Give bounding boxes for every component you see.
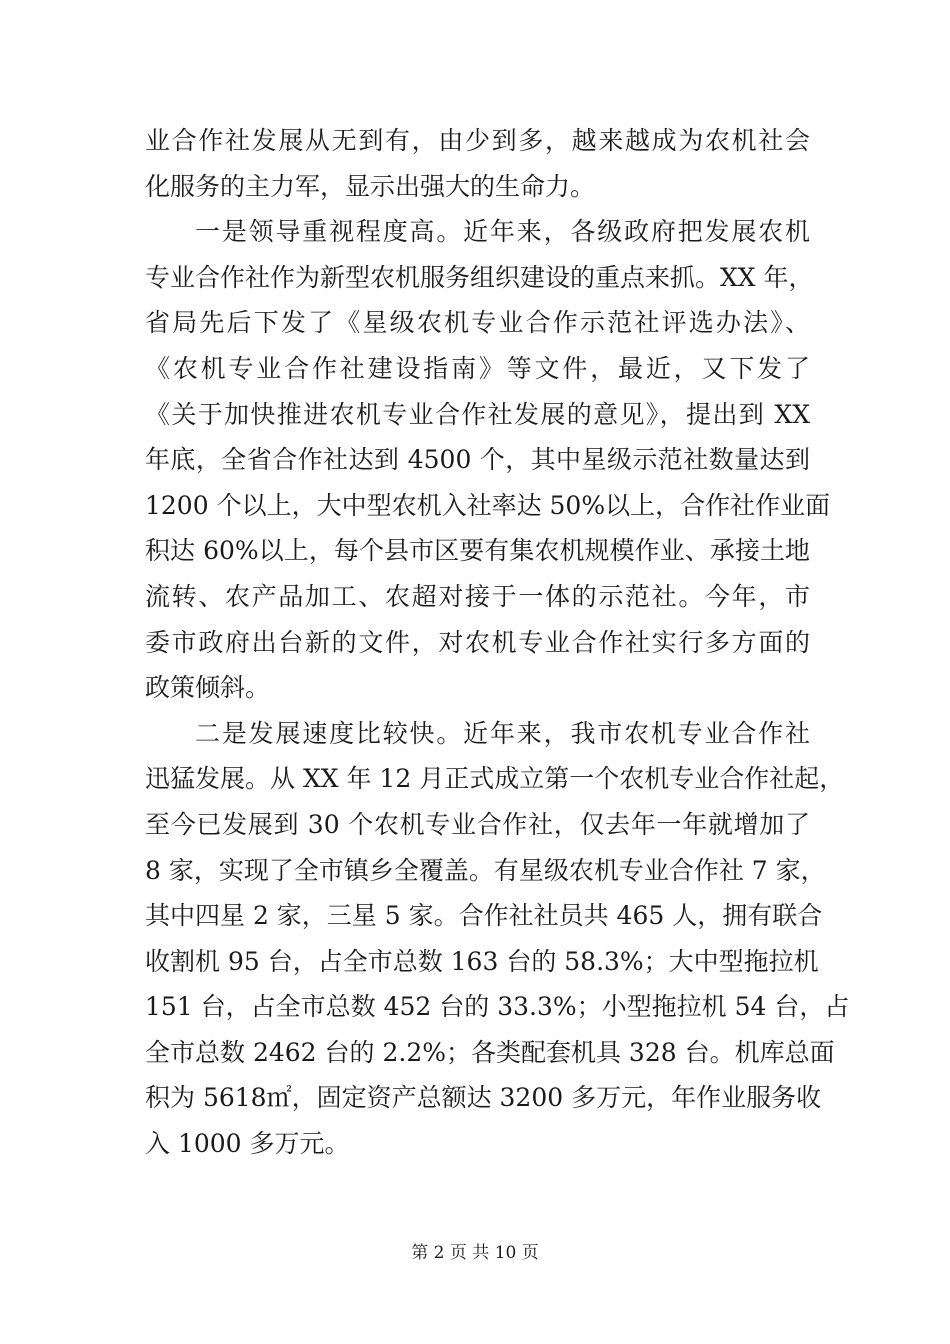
text-line: 业合作社发展从无到有，由少到多，越来越成为农机社会 <box>145 126 810 155</box>
text-line: 8 家，实现了全市镇乡全覆盖。有星级农机专业合作社 7 家， <box>145 855 826 885</box>
paragraph-first-line: 一是领导重视程度高。近年来，各级政府把发展农机 <box>195 217 810 247</box>
text-line: 省局先后下发了《星级农机专业合作示范社评选办法》、 <box>145 308 810 338</box>
text-line: 1200 个以上，大中型农机入社率达 50%以上，合作社作业面 <box>145 490 831 520</box>
text-line: 《农机专业合作社建设指南》等文件，最近，又下发了 <box>145 353 810 383</box>
paragraph-first-line: 二是发展速度比较快。近年来，我市农机专业合作社 <box>195 718 810 748</box>
text-line: 至今已发展到 30 个农机专业合作社，仅去年一年就增加了 <box>145 809 810 839</box>
text-line: 化服务的主力军，显示出强大的生命力。 <box>145 171 596 201</box>
text-line: 年底，全省合作社达到 4500 个，其中星级示范社数量达到 <box>145 445 810 475</box>
text-line: 《关于加快推进农机专业合作社发展的意见》，提出到 XX <box>145 399 810 429</box>
text-line: 政策倾斜。 <box>145 673 271 703</box>
text-line: 委市政府出台新的文件，对农机专业合作社实行多方面的 <box>145 627 810 657</box>
text-line: 专业合作社作为新型农机服务组织建设的重点来抓。XX 年， <box>145 262 814 292</box>
text-line: 全市总数 2462 台的 2.2%；各类配套机具 328 台。机库总面 <box>145 1037 835 1067</box>
text-line: 收割机 95 台，占全市总数 163 台的 58.3%；大中型拖拉机 <box>145 946 819 976</box>
text-line: 151 台，占全市总数 452 台的 33.3%；小型拖拉机 54 台，占 <box>145 992 850 1022</box>
text-line: 其中四星 2 家，三星 5 家。合作社社员共 465 人，拥有联合 <box>145 901 823 931</box>
text-line: 积为 5618㎡，固定资产总额达 3200 多万元，年作业服务收 <box>145 1083 822 1113</box>
text-line: 流转、农产品加工、农超对接于一体的示范社。今年，市 <box>145 581 810 611</box>
text-line: 积达 60%以上，每个县市区要有集农机规模作业、承接土地 <box>145 536 810 566</box>
page-number-footer: 第 2 页 共 10 页 <box>411 1243 539 1263</box>
text-line: 入 1000 多万元。 <box>145 1129 350 1159</box>
text-line: 迅猛发展。从 XX 年 12 月正式成立第一个农机专业合作社起， <box>145 764 845 794</box>
document-body <box>145 118 850 1167</box>
